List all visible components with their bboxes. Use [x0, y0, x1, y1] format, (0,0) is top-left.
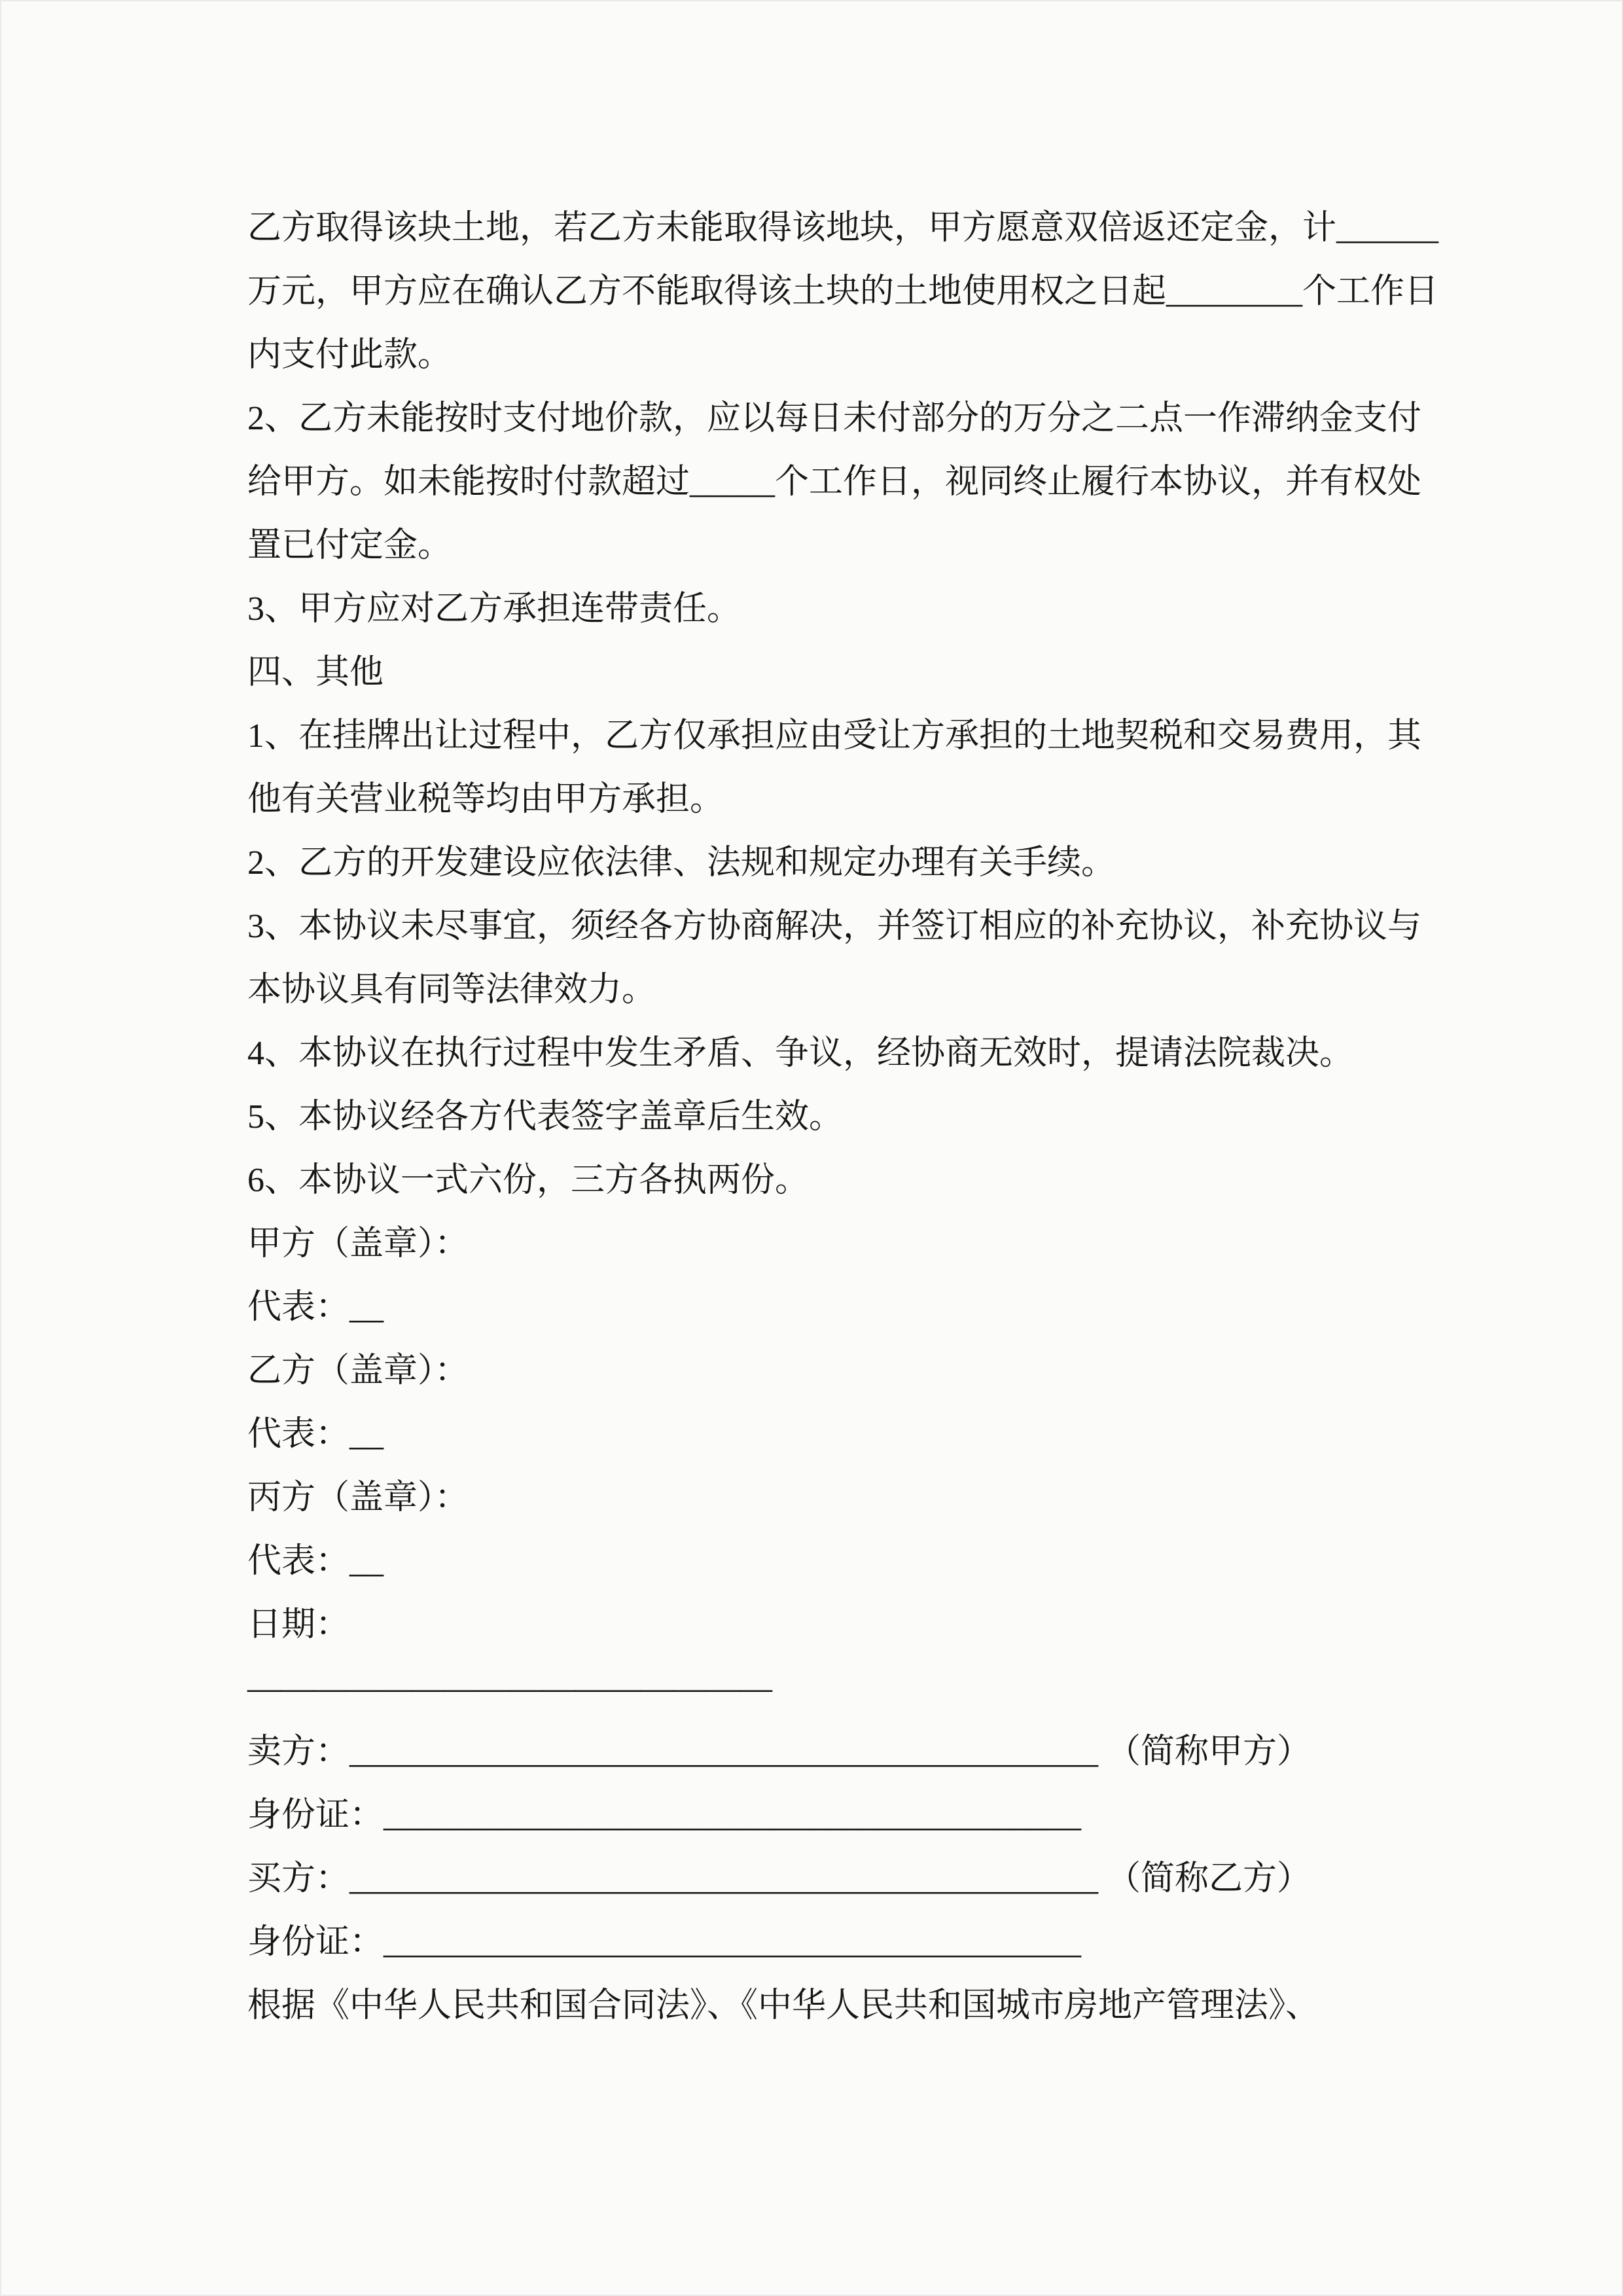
clause-joint-liability: 3、甲方应对乙方承担连带责任。 — [247, 590, 741, 628]
clause-late-payment-line-1: 2、乙方未能按时支付地价款，应以每日未付部分的万分之二点一作滞纳金支付 — [247, 400, 1422, 437]
buyer-line: 买方：____________________________________________ （简称乙方） — [247, 1860, 1311, 1897]
section-heading-four-others: 四、其他 — [247, 654, 384, 691]
clause-supplementary-agreement-line-2: 本协议具有同等法律效力。 — [247, 971, 656, 1009]
clause-counterparts: 6、本协议一式六份，三方各执两份。 — [247, 1162, 810, 1199]
clause-deposit-refund-line-1: 乙方取得该块土地，若乙方未能取得该地块，甲方愿意双倍返还定金，计______ — [247, 209, 1439, 247]
clause-supplementary-agreement-line-1: 3、本协议未尽事宜，须经各方协商解决，并签订相应的补充协议，补充协议与 — [247, 908, 1422, 945]
seller-line: 卖方：____________________________________________ （简称甲方） — [247, 1733, 1311, 1770]
clause-taxes-and-fees-line-2: 他有关营业税等均由甲方承担。 — [247, 781, 724, 818]
clause-late-payment-line-3: 置已付定金。 — [247, 527, 452, 564]
clause-effectiveness: 5、本协议经各方代表签字盖章后生效。 — [247, 1098, 844, 1136]
seller-id-line: 身份证：_________________________________________ — [247, 1797, 1082, 1834]
clause-late-payment-line-2: 给甲方。如未能按时付款超过_____个工作日，视同终止履行本协议，并有权处 — [247, 463, 1422, 501]
buyer-id-line: 身份证：_________________________________________ — [247, 1924, 1082, 1961]
party-c-representative-line: 代表：__ — [247, 1543, 384, 1580]
date-label: 日期： — [247, 1606, 350, 1643]
clause-dispute-resolution: 4、本协议在执行过程中发生矛盾、争议，经协商无效时，提请法院裁决。 — [247, 1035, 1354, 1072]
legal-basis-line: 根据《中华人民共和国合同法》、《中华人民共和国城市房地产管理法》、 — [247, 1987, 1320, 2024]
party-a-seal-label: 甲方（盖章）： — [247, 1225, 469, 1263]
party-c-seal-label: 丙方（盖章）： — [247, 1479, 469, 1516]
party-a-representative-line: 代表：__ — [247, 1289, 384, 1326]
party-b-seal-label: 乙方（盖章）： — [247, 1352, 469, 1390]
divider-dashes: ———————————————— — [247, 1670, 771, 1707]
document-body — [247, 196, 1439, 2037]
clause-development-compliance: 2、乙方的开发建设应依法律、法规和规定办理有关手续。 — [247, 844, 1116, 882]
clause-deposit-refund-line-2: 万元，甲方应在确认乙方不能取得该土块的土地使用权之日起________个工作日 — [247, 273, 1439, 310]
party-b-representative-line: 代表：__ — [247, 1416, 384, 1453]
clause-taxes-and-fees-line-1: 1、在挂牌出让过程中，乙方仅承担应由受让方承担的土地契税和交易费用，其 — [247, 717, 1422, 755]
clause-deposit-refund-line-3: 内支付此款。 — [247, 336, 452, 374]
